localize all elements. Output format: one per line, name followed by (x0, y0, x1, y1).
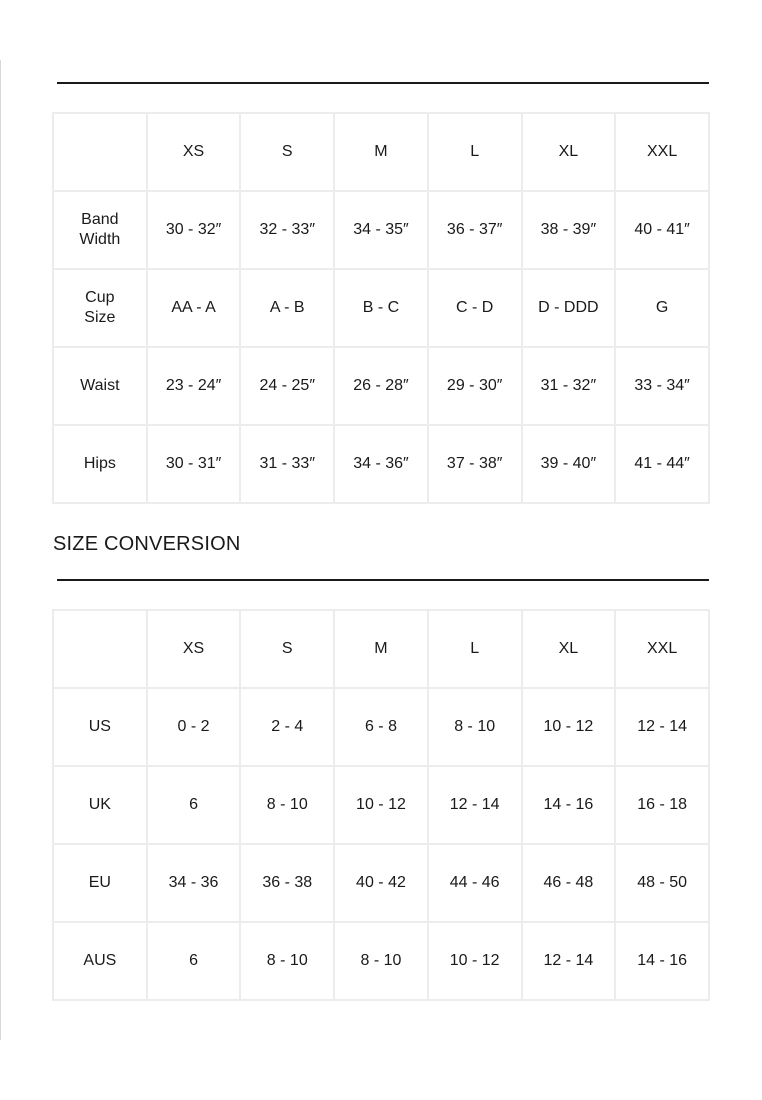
column-header-xs: XS (147, 610, 241, 688)
table-cell: 10 - 12 (522, 688, 616, 766)
table-cell: 34 - 36″ (334, 425, 428, 503)
column-header-l: L (428, 610, 522, 688)
table-cell: 34 - 35″ (334, 191, 428, 269)
column-header-s: S (240, 113, 334, 191)
table-cell: 29 - 30″ (428, 347, 522, 425)
table-cell: 14 - 16 (615, 922, 709, 1000)
table-cell: B - C (334, 269, 428, 347)
table-row-uk (53, 766, 709, 844)
table-cell: 36 - 38 (240, 844, 334, 922)
table-cell: 38 - 39″ (522, 191, 616, 269)
column-header-xs: XS (147, 113, 241, 191)
section-divider (57, 579, 709, 581)
column-header-s: S (240, 610, 334, 688)
table-cell: A - B (240, 269, 334, 347)
column-header-xl: XL (522, 610, 616, 688)
table-cell: 41 - 44″ (615, 425, 709, 503)
size-guide-table (52, 112, 710, 504)
table-cell: 16 - 18 (615, 766, 709, 844)
row-label-line1: Band (81, 211, 119, 228)
table-cell: 34 - 36 (147, 844, 241, 922)
table-cell: 12 - 14 (428, 766, 522, 844)
table-cell: 6 - 8 (334, 688, 428, 766)
column-header-m: M (334, 610, 428, 688)
row-label-band-width (53, 191, 147, 269)
table-cell: 39 - 40″ (522, 425, 616, 503)
table-cell: 10 - 12 (334, 766, 428, 844)
size-conversion-table (52, 609, 710, 1001)
table-row-band-width (53, 191, 709, 269)
table-cell: 30 - 31″ (147, 425, 241, 503)
table-row-cup-size (53, 269, 709, 347)
table-cell: 40 - 42 (334, 844, 428, 922)
corner-cell (53, 113, 147, 191)
row-label-line2: Size (84, 309, 116, 326)
table-header-row (53, 113, 709, 191)
table-header-row (53, 610, 709, 688)
row-label-line1: Cup (85, 289, 115, 306)
page-left-edge (0, 60, 1, 1040)
column-header-l: L (428, 113, 522, 191)
table-cell: D - DDD (522, 269, 616, 347)
table-cell: 40 - 41″ (615, 191, 709, 269)
table-row-waist (53, 347, 709, 425)
table-cell: 23 - 24″ (147, 347, 241, 425)
table-cell: 6 (147, 766, 241, 844)
table-cell: 30 - 32″ (147, 191, 241, 269)
column-header-xl: XL (522, 113, 616, 191)
column-header-xxl: XXL (615, 610, 709, 688)
table-cell: 0 - 2 (147, 688, 241, 766)
table-cell: 31 - 33″ (240, 425, 334, 503)
table-cell: G (615, 269, 709, 347)
table-cell: 12 - 14 (522, 922, 616, 1000)
table-row-hips (53, 425, 709, 503)
table-cell: 8 - 10 (334, 922, 428, 1000)
table-cell: 8 - 10 (240, 922, 334, 1000)
row-label-waist: Waist (53, 347, 147, 425)
table-cell: 44 - 46 (428, 844, 522, 922)
table-cell: 8 - 10 (428, 688, 522, 766)
size-conversion-title: SIZE CONVERSION (53, 533, 241, 555)
table-cell: 36 - 37″ (428, 191, 522, 269)
table-cell: 10 - 12 (428, 922, 522, 1000)
top-divider (57, 82, 709, 84)
table-cell: 14 - 16 (522, 766, 616, 844)
table-cell: 12 - 14 (615, 688, 709, 766)
row-label-uk: UK (53, 766, 147, 844)
table-cell: 6 (147, 922, 241, 1000)
row-label-us: US (53, 688, 147, 766)
table-row-aus (53, 922, 709, 1000)
column-header-xxl: XXL (615, 113, 709, 191)
table-cell: 37 - 38″ (428, 425, 522, 503)
table-cell: AA - A (147, 269, 241, 347)
table-cell: 24 - 25″ (240, 347, 334, 425)
table-cell: C - D (428, 269, 522, 347)
table-cell: 48 - 50 (615, 844, 709, 922)
table-cell: 33 - 34″ (615, 347, 709, 425)
corner-cell (53, 610, 147, 688)
row-label-hips: Hips (53, 425, 147, 503)
table-row-eu (53, 844, 709, 922)
table-cell: 32 - 33″ (240, 191, 334, 269)
row-label-aus: AUS (53, 922, 147, 1000)
table-row-us (53, 688, 709, 766)
row-label-eu: EU (53, 844, 147, 922)
row-label-cup-size (53, 269, 147, 347)
table-cell: 31 - 32″ (522, 347, 616, 425)
table-cell: 8 - 10 (240, 766, 334, 844)
table-cell: 46 - 48 (522, 844, 616, 922)
column-header-m: M (334, 113, 428, 191)
table-cell: 2 - 4 (240, 688, 334, 766)
row-label-line2: Width (79, 231, 121, 248)
table-cell: 26 - 28″ (334, 347, 428, 425)
